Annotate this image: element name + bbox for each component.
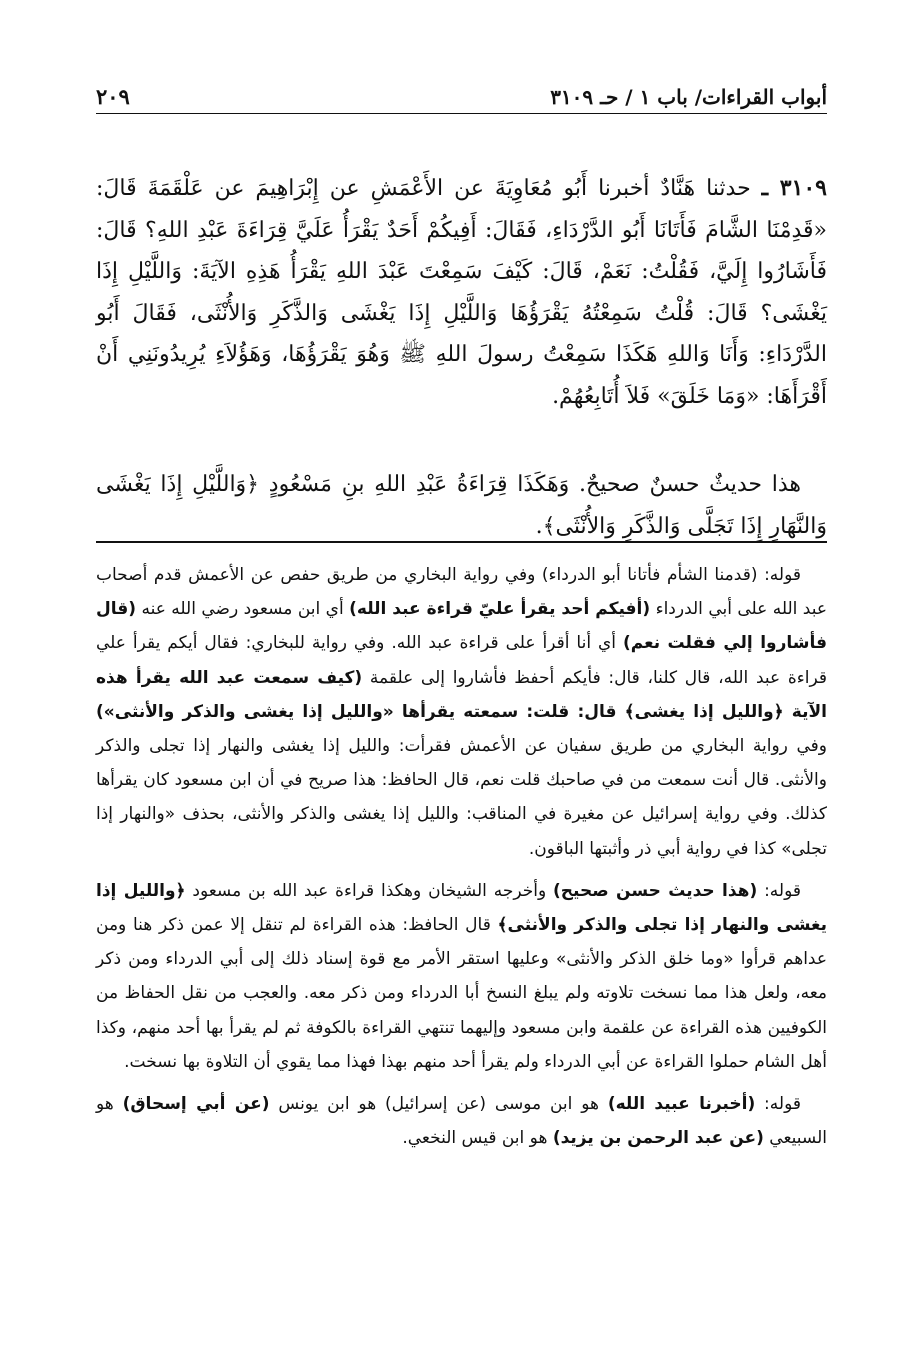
note-segment: أي أنا أقرأ على قراءة عبد الله. وفي رواية للبخاري: فقال أيكم يقرأ علي قراءة عبد الله، قال كلنا، قال: فأيكم أحفظ فأشاروا إلى علقمة <box>96 633 827 688</box>
note-paragraph <box>96 1087 827 1155</box>
note-segment-bold: (عن عبد الرحمن بن يزيد) <box>552 1128 764 1149</box>
note-segment: هو ابن يونس <box>269 1094 385 1115</box>
note-segment: قوله: <box>755 1094 801 1115</box>
note-segment: هو ابن موسى <box>486 1094 608 1115</box>
note-segment: قوله: <box>757 880 802 901</box>
note-segment: أي ابن مسعود رضي الله عنه <box>136 599 350 620</box>
note-segment: وأخرجه الشيخان وهكذا قراءة عبد الله بن مسعود <box>185 880 554 901</box>
hadith-text: حدثنا هَنَّادٌ أخبرنا أَبُو مُعَاوِيَةَ عن الأَعْمَشِ عن إِبْرَاهِيمَ عن عَلْقَمَةَ قَالَ: «قَدِمْنَا الشَّامَ فَأَتَانَا أَبُو الدَّرْدَاءِ، فَقَالَ: أَفِيكُمْ أَحَدٌ يَقْرَأُ عَلَيَّ قِرَاءَةَ عَبْدِ اللهِ؟ قَالَ: فَأَشَارُوا إِلَيَّ، فَقُلْتُ: نَعَمْ، قَالَ: كَيْفَ سَمِعْتَ عَبْدَ اللهِ يَقْرَأُ هَذِهِ الآيَةَ: وَاللَّيْلِ إِذَا يَغْشَى؟ قَالَ: قُلْتُ سَمِعْتُهُ يَقْرَؤُهَا وَاللَّيْلِ إِذَا يَغْشَى وَالذَّكَرِ وَالأُنْثَى، فَقَالَ أَبُو الدَّرْدَاءِ: وَأَنَا وَاللهِ هَكَذَا سَمِعْتُ رسولَ اللهِ ﷺ وَهُوَ يَقْرَؤُهَا، وَهَؤُلاَءِ يُرِيدُونَنِي أَنْ أَقْرَأَهَا: «وَمَا خَلَقَ» فَلاَ أُتَابِعُهُمْ. <box>96 176 828 409</box>
page-header <box>96 78 827 114</box>
note-segment-bold: ﴿والليل إذا يغشى والنهار إذا تجلى والذكر والأنثى﴾ <box>96 880 827 936</box>
tirmidhi-commentary: هذا حديثٌ حسنٌ صحيحٌ. وَهَكَذَا قِرَاءَةُ عَبْدِ اللهِ بنِ مَسْعُودٍ ﴿وَاللَّيْلِ إِذَا يَغْشَى وَالنَّهَارِ إِذَا تَجَلَّى وَالذَّكَرِ وَالأُنْثَى﴾. <box>96 472 827 539</box>
note-segment-bold: (أفيكم أحد يقرأ عليّ قراءة عبد الله) <box>349 599 651 620</box>
note-segment: هو ابن قيس النخعي. <box>402 1128 553 1149</box>
commentary-notes <box>96 558 827 1155</box>
hadith-number: ٣١٠٩ ـ <box>761 175 827 201</box>
note-segment: (عن إسرائيل) <box>385 1094 486 1115</box>
note-segment: قال الحافظ: هذه القراءة لم تنقل إلا عمن ذكر هنا ومن عداهم قرأوا «وما خلق الذكر والأنثى» وعليها استقر الأمر مع قوة إسناد ذلك إلى أبي الدرداء ومن ذكر معه، ولعل هذا مما نسخت تلاوته ولم يبلغ النسخ أبا الدرداء ومن ذكر معه. والعجب من نقل الحفاظ من الكوفيين هذه القراءة عن علقمة وابن مسعود وإليهما تنتهي القراءة بالكوفة ثم لم يقرأ بها أحد منهم، وكذا أهل الشام حملوا القراءة عن أبي الدرداء ولم يقرأ أحد منهم بهذا فهذا مما يقوي أن التلاوة بها نسخت. <box>96 915 827 1072</box>
note-segment-bold: (كيف سمعت عبد الله يقرأ هذه الآية ﴿والليل إذا يغشى﴾ قال: قلت: سمعته يقرأها «والليل إذا يغشى والذكر والأنثى») <box>96 667 827 722</box>
note-paragraph <box>96 558 827 866</box>
note-segment: قوله: (قدمنا الشأم فأتانا أبو الدرداء) وفي رواية البخاري من طريق حفص عن الأعمش قدم أصحاب عبد الله على أبي الدرداء <box>96 565 827 620</box>
note-segment: هو السبيعي <box>96 1094 827 1149</box>
note-segment-bold: (عن أبي إسحاق) <box>122 1094 270 1115</box>
note-paragraph <box>96 874 827 1079</box>
note-segment-bold: (قال فأشاروا إلي فقلت نعم) <box>96 599 828 654</box>
page-number: ٢٠٩ <box>96 84 130 109</box>
note-segment-bold: (هذا حديث حسن صحيح) <box>553 880 758 901</box>
note-segment: وفي رواية البخاري من طريق سفيان عن الأعمش فقرأت: والليل إذا يغشى والنهار إذا تجلى والذكر والأنثى. قال أنت سمعت من في صاحبك قلت نعم، قال الحافظ: هذا صريح في أن ابن مسعود كان يقرأها كذلك. وفي رواية إسرائيل عن مغيرة في المناقب: والليل إذا يغشى والذكر والأنثى، بحذف «والنهار إذا تجلى» كذا في رواية أبي ذر وأثبتها الباقون. <box>96 736 827 859</box>
footnote-divider <box>96 541 827 543</box>
running-title: أبواب القراءات/ باب ١ / حـ ٣١٠٩ <box>550 85 827 109</box>
note-segment-bold: (أخبرنا عبيد الله) <box>607 1094 756 1115</box>
hadith-text-block <box>96 168 827 417</box>
